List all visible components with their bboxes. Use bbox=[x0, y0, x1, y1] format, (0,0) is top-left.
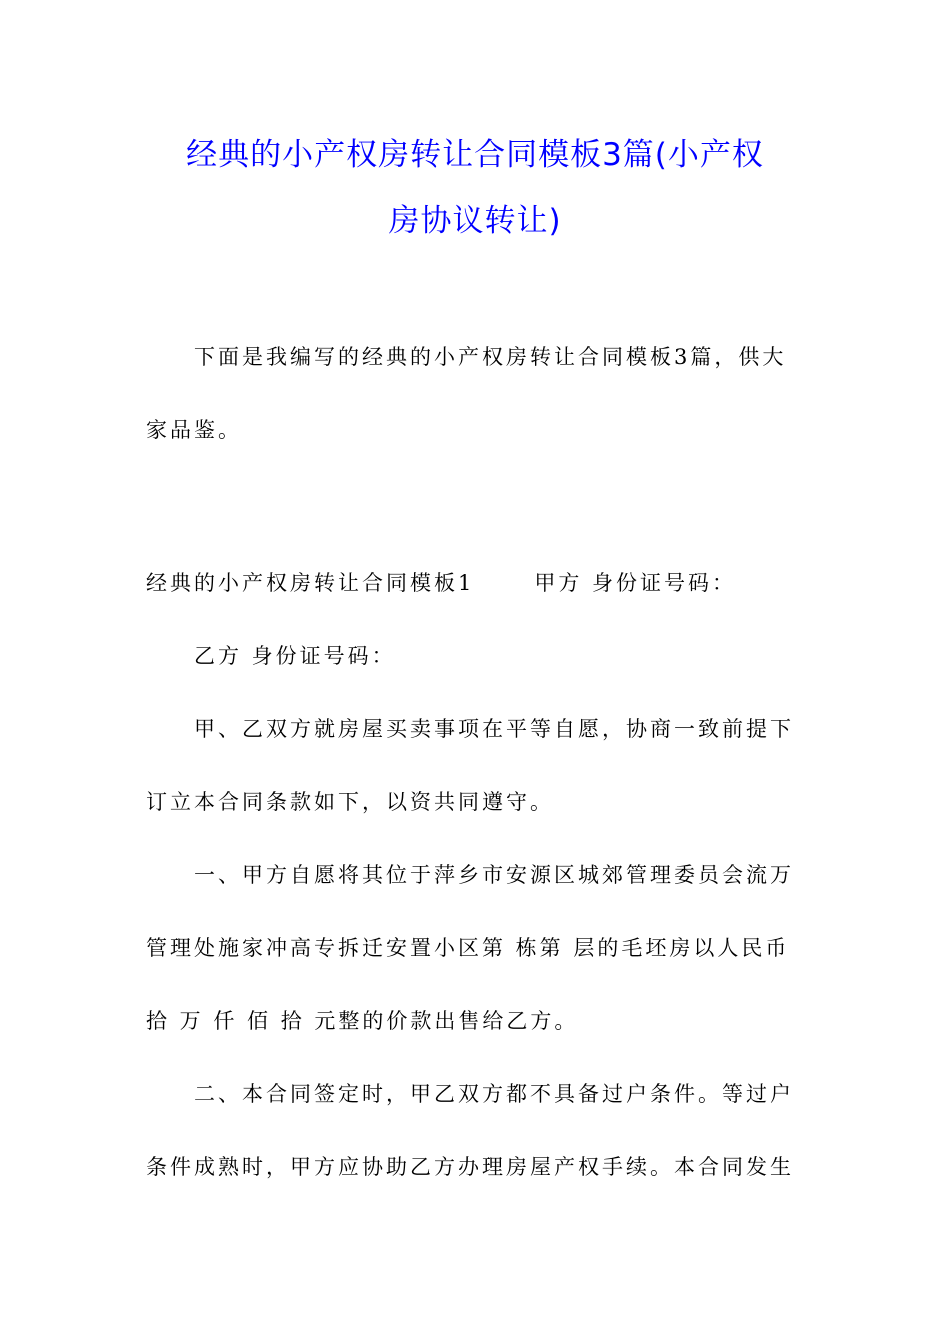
clause-1-line-3: 拾 万 仟 佰 拾 元整的价款出售给乙方。 bbox=[146, 1009, 579, 1033]
title-line-1: 经典的小产权房转让合同模板3篇(小产权 bbox=[186, 137, 764, 173]
title-line-2: 房协议转让) bbox=[388, 203, 562, 239]
contract-body bbox=[146, 547, 806, 1204]
paragraph-1-line-2: 订立本合同条款如下，以资共同遵守。 bbox=[146, 790, 554, 814]
intro-line-1: 下面是我编写的经典的小产权房转让合同模板3篇，供大 bbox=[194, 345, 787, 369]
party-a-line: 甲方 身份证号码： bbox=[534, 571, 737, 595]
document-title bbox=[146, 122, 804, 254]
paragraph-1-line-1: 甲、乙双方就房屋买卖事项在平等自愿，协商一致前提下 bbox=[194, 717, 794, 741]
clause-1-line-2: 管理处施家冲高专拆迁安置小区第 栋第 层的毛坯房以人民币 bbox=[146, 936, 790, 960]
intro-paragraph bbox=[146, 321, 806, 467]
intro-line-2: 家品鉴。 bbox=[146, 418, 242, 442]
party-b-line: 乙方 身份证号码： bbox=[194, 644, 396, 668]
clause-1-line-1: 一、甲方自愿将其位于萍乡市安源区城郊管理委员会流万 bbox=[194, 863, 794, 887]
section-1-heading: 经典的小产权房转让合同模板1 bbox=[146, 571, 475, 595]
section-heading-line bbox=[146, 547, 806, 620]
clause-2-line-1: 二、本合同签定时，甲乙双方都不具备过户条件。等过户 bbox=[194, 1082, 794, 1106]
clause-2-line-2: 条件成熟时，甲方应协助乙方办理房屋产权手续。本合同发生 bbox=[146, 1155, 794, 1179]
